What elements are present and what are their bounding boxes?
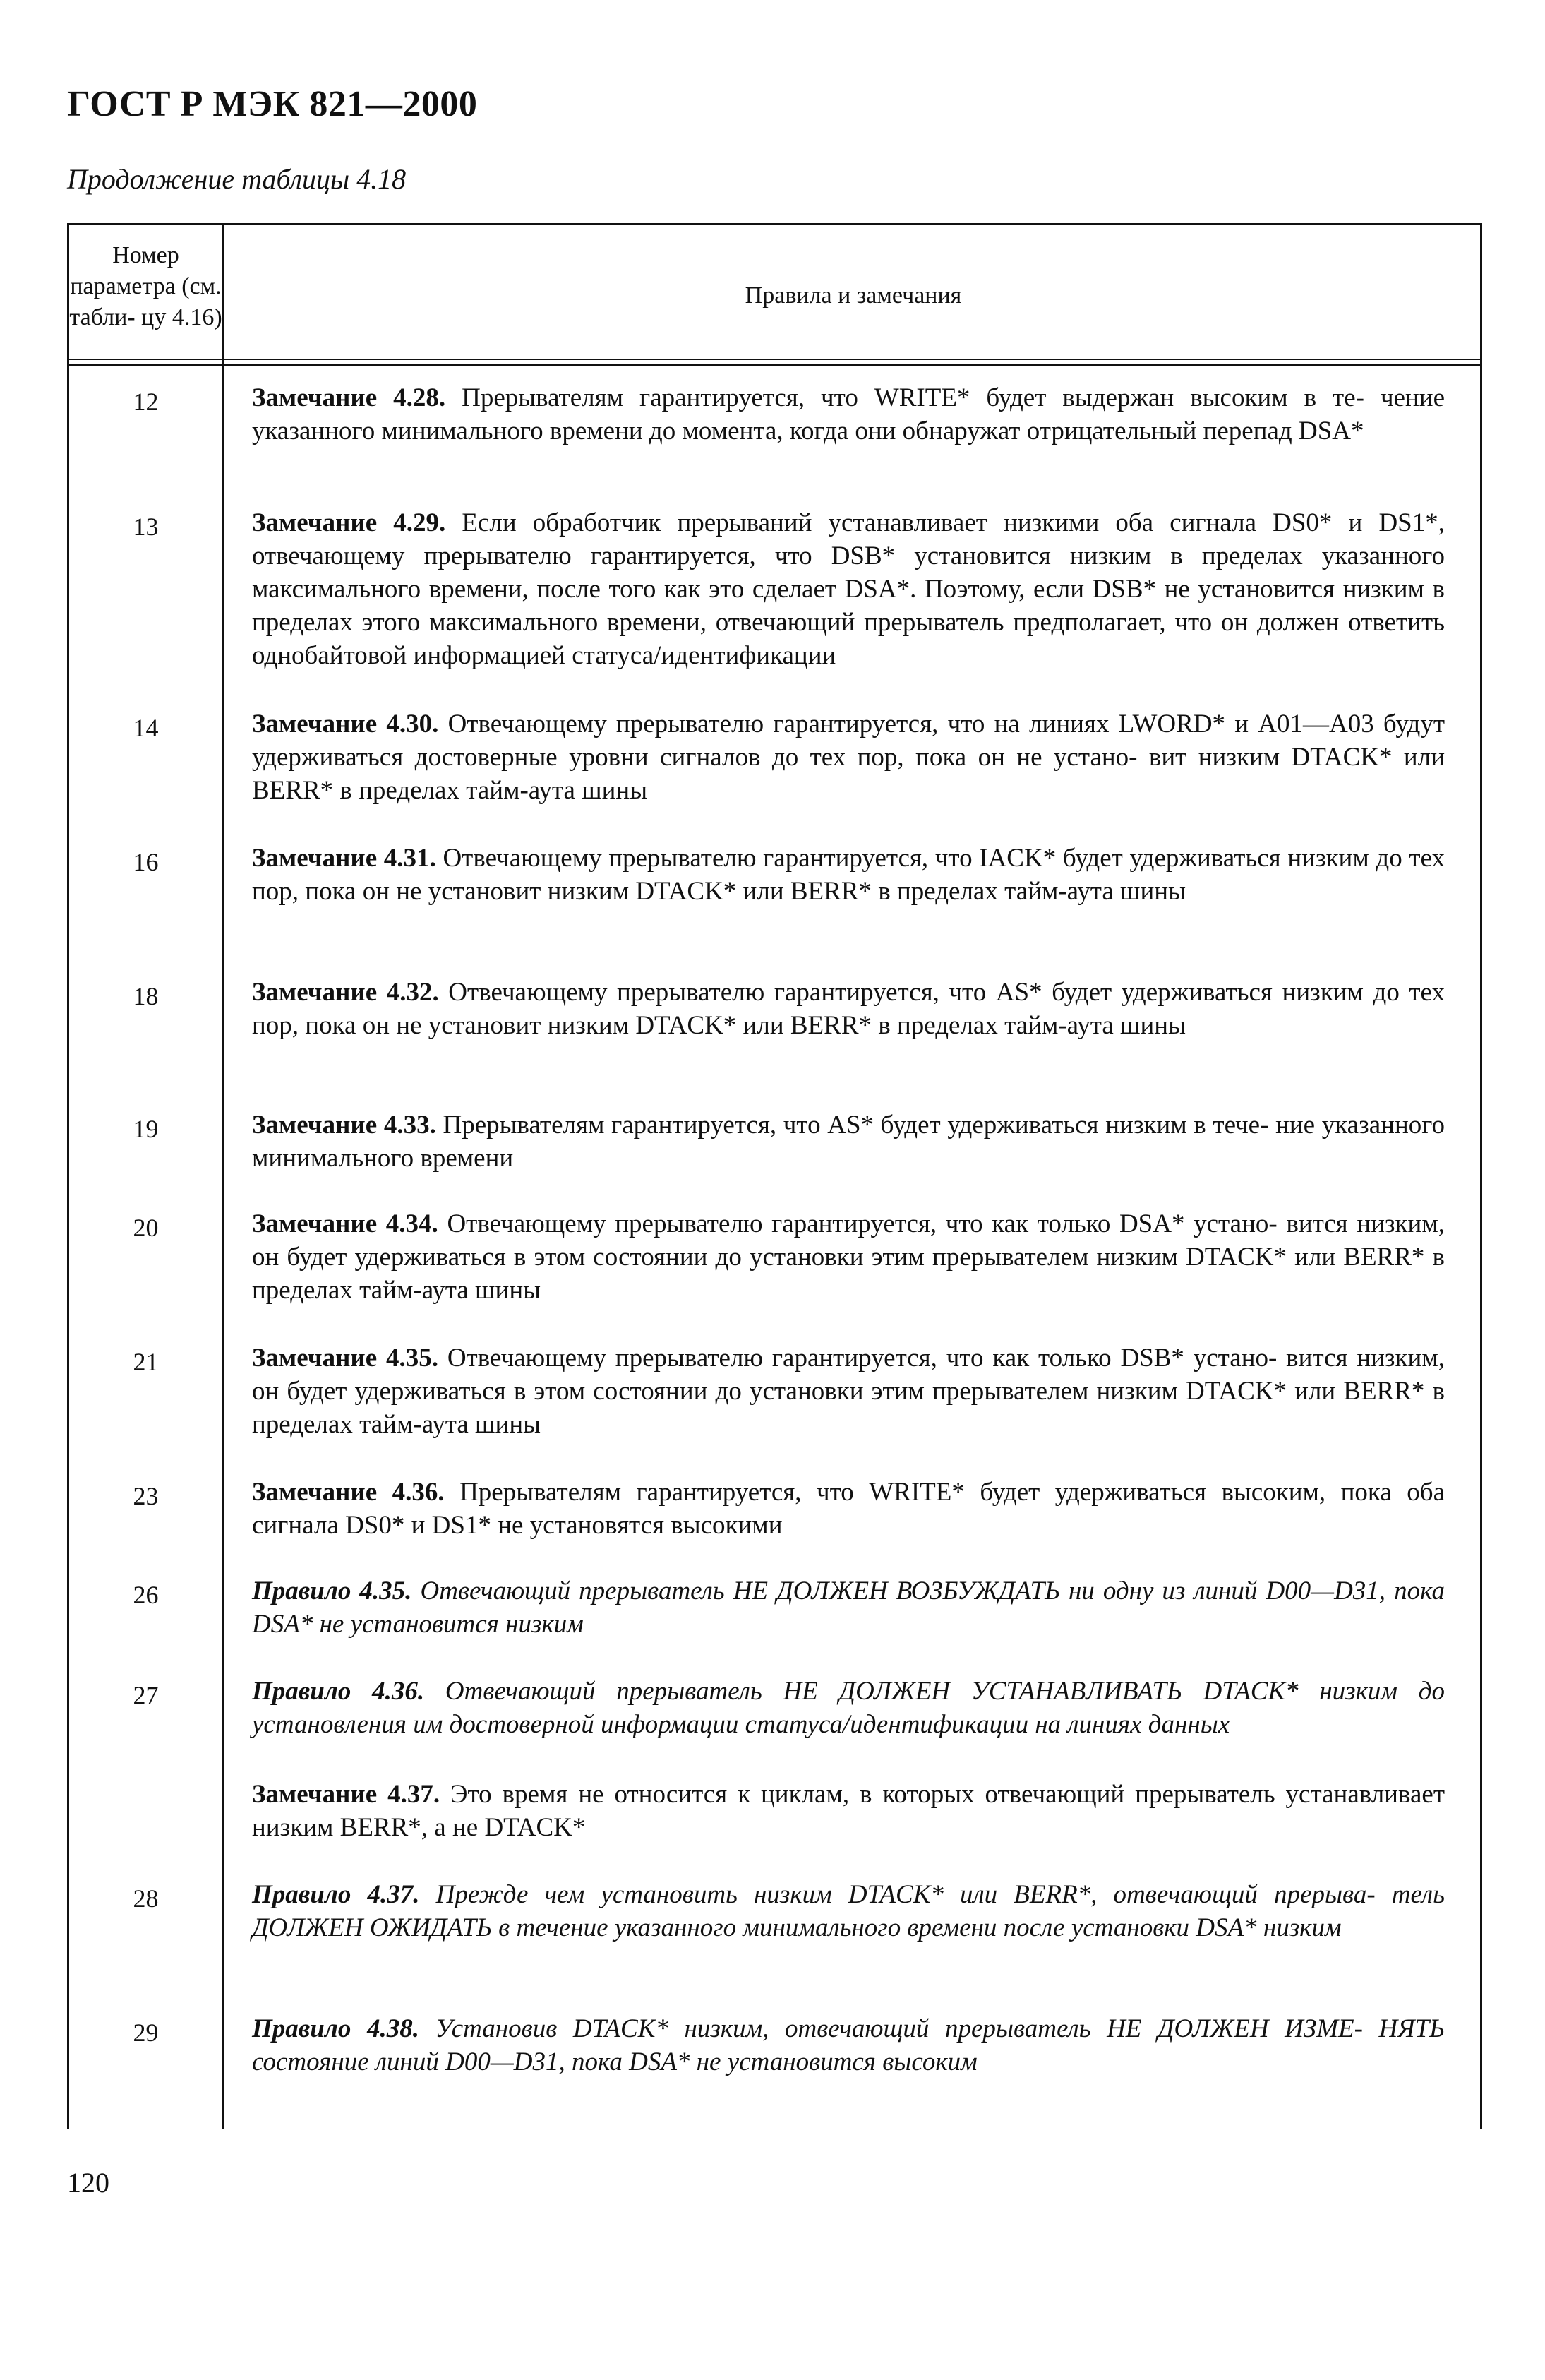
row-body: Прерывателям гарантируется, что WRITE* будет удерживаться высоким, пока оба сигнала DS0* и DS1* не установятся высокими — [252, 1478, 1445, 1540]
row-text — [252, 842, 1445, 908]
row-body: Отвечающему прерывателю гарантируется, что как только DSA* устано- вится низким, он будет удерживаться в этом состоянии до установки этим прерывателем низким DTACK* или BERR* в пределах тайм-аута шины — [252, 1209, 1445, 1305]
row-text — [252, 1341, 1445, 1441]
row-body: Отвечающий прерыватель НЕ ДОЛЖЕН УСТАНАВЛИВАТЬ DTACK* низким до установления им достоверной информации статуса/идентификации на линиях данных — [252, 1677, 1445, 1739]
document-header: ГОСТ Р МЭК 821—2000 — [67, 84, 478, 124]
row-number: 23 — [133, 1482, 159, 1510]
row-number: 18 — [133, 982, 159, 1010]
row-body: Установив DTACK* низким, отвечающий прерыватель НЕ ДОЛЖЕН ИЗМЕ- НЯТЬ состояние линий D00—D31, пока DSA* не установится высоким — [252, 2014, 1445, 2076]
row-number: 13 — [133, 513, 159, 541]
row-text — [252, 1878, 1445, 1944]
row-body: Отвечающему прерывателю гарантируется, что как только DSB* устано- вится низким, он будет удерживаться в этом состоянии до установки этим прерывателем низким DTACK* или BERR* в пределах тайм-аута шины — [252, 1344, 1445, 1439]
row-text — [252, 707, 1445, 807]
page-number: 120 — [67, 2167, 109, 2199]
column-header-number: Номер параметра (см. табли- цу 4.16) — [69, 242, 222, 330]
row-label: Замечание 4.33. — [252, 1111, 436, 1140]
row-text — [252, 506, 1445, 672]
row-body: Если обработчик прерываний устанавливает низкими оба сигнала DS0* и DS1*, отвечающему прерывателю гарантируется, что DSB* установится низким в пределах указанного максимального времени, после того как это сделает DSA*. Поэтому, если DSB* не установится низким в пределах этого максимального времени, отвечающий прерыватель предполагает, что он должен ответить однобайтовой информацией статуса/идентификации — [252, 508, 1445, 670]
row-body: Отвечающему прерывателю гарантируется, что на линиях LWORD* и A01—A03 будут удерживаться достоверные уровни сигналов до тех пор, пока он не устано- вит низким DTACK* или BERR* в пределах тайм-аута шины — [252, 710, 1445, 805]
row-number: 12 — [133, 388, 159, 416]
row-body: Это время не относится к циклам, в которых отвечающий прерыватель устанавливает низким BERR*, а не DTACK* — [252, 1780, 1445, 1842]
row-number: 14 — [133, 714, 159, 742]
row-body: Отвечающему прерывателю гарантируется, что AS* будет удерживаться низким до тех пор, пока он не установит низким DTACK* или BERR* в пределах тайм-аута шины — [252, 978, 1445, 1040]
row-body: Отвечающему прерывателю гарантируется, что IACK* будет удерживаться низким до тех пор, пока он не установит низким DTACK* или BERR* в пределах тайм-аута шины — [252, 844, 1445, 906]
row-label: Правило 4.36. — [252, 1677, 425, 1706]
row-label: Замечание 4.28. — [252, 383, 446, 412]
row-number: 20 — [133, 1214, 159, 1242]
row-label: Замечание 4.36. — [252, 1478, 445, 1507]
row-text — [252, 1778, 1445, 1844]
row-label: Правило 4.38. — [252, 2014, 419, 2043]
row-body: Прежде чем установить низким DTACK* или BERR*, отвечающий прерыва- тель ДОЛЖЕН ОЖИДАТЬ в течение указанного минимального времени после установки DSA* низким — [252, 1880, 1445, 1942]
row-text — [252, 1675, 1445, 1741]
row-number: 28 — [133, 1884, 159, 1913]
row-label: Замечание 4.35. — [252, 1344, 438, 1373]
row-label: Замечание 4.32. — [252, 978, 439, 1007]
row-text — [252, 2012, 1445, 2079]
row-body: Прерывателям гарантируется, что WRITE* будет выдержан высоким в те- чение указанного минимального времени до момента, когда они обнаружат отрицательный перепад DSA* — [252, 383, 1445, 445]
row-text — [252, 1207, 1445, 1307]
row-label: Правило 4.35. — [252, 1577, 412, 1605]
row-label: Замечание 4.31. — [252, 844, 436, 873]
header-rule — [67, 359, 1482, 366]
row-text — [252, 976, 1445, 1042]
row-label: Замечание 4.30. — [252, 710, 439, 738]
row-label: Замечание 4.37. — [252, 1780, 440, 1809]
row-number: 21 — [133, 1348, 159, 1376]
row-text — [252, 1574, 1445, 1641]
row-number: 16 — [133, 848, 159, 876]
row-text — [252, 381, 1445, 448]
table-caption: Продолжение таблицы 4.18 — [67, 163, 407, 195]
row-text — [252, 1476, 1445, 1542]
column-header-rules: Правила и замечания — [745, 282, 962, 309]
row-number: 19 — [133, 1115, 159, 1143]
row-body: Отвечающий прерыватель НЕ ДОЛЖЕН ВОЗБУЖДАТЬ ни одну из линий D00—D31, пока DSA* не установится низким — [252, 1577, 1445, 1639]
row-body: Прерывателям гарантируется, что AS* будет удерживаться низким в тече- ние указанного минимального времени — [252, 1111, 1445, 1173]
row-number: 26 — [133, 1581, 159, 1609]
row-number: 29 — [133, 2019, 159, 2047]
row-label: Замечание 4.29. — [252, 508, 446, 537]
column-divider — [222, 223, 224, 2129]
row-text — [252, 1108, 1445, 1175]
row-label: Правило 4.37. — [252, 1880, 420, 1909]
row-number: 27 — [133, 1681, 159, 1709]
row-label: Замечание 4.34. — [252, 1209, 438, 1238]
